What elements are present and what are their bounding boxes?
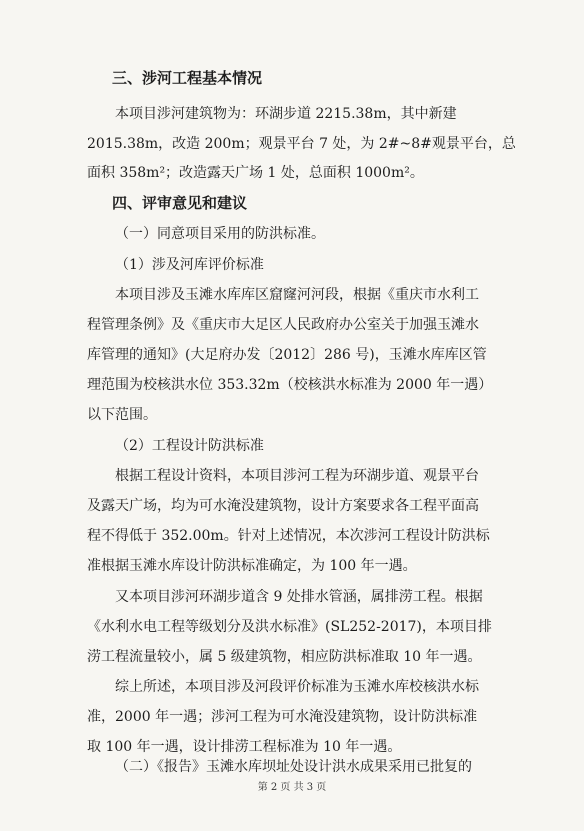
subsection-heading: （1）涉及河库评价标准 — [115, 257, 264, 273]
paragraph-line: 准根据玉滩水库设计防洪标准确定，为 100 年一遇。 — [87, 558, 417, 574]
paragraph-line: 面积 358m²；改造露天广场 1 处，总面积 1000m²。 — [87, 165, 424, 181]
paragraph-line: 及露天广场，均为可水淹没建筑物，设计方案要求各工程平面高 — [87, 498, 479, 514]
paragraph-line: 2015.38m，改造 200m；观景平台 7 处，为 2#~8#观景平台，总 — [87, 136, 516, 152]
paragraph-line: 以下范围。 — [87, 407, 157, 423]
section-heading: 三、涉河工程基本情况 — [112, 69, 263, 87]
paragraph-line: 涝工程流量较小，属 5 级建筑物，相应防洪标准取 10 年一遇。 — [87, 649, 482, 665]
paragraph-line: 准，2000 年一遇；涉河工程为可水淹没建筑物，设计防洪标准 — [87, 709, 478, 725]
paragraph-line: 程不得低于 352.00m。针对上述情况，本次涉河工程设计防洪标 — [87, 528, 490, 544]
section-heading: 四、评审意见和建议 — [112, 194, 248, 212]
paragraph-line: 理范围为校核洪水位 353.32m（校核洪水标准为 2000 年一遇） — [87, 377, 493, 393]
paragraph-line: 程管理条例》及《重庆市大足区人民政府办公室关于加强玉滩水 — [87, 317, 479, 333]
paragraph-line: 根据工程设计资料，本项目涉河工程为环湖步道、观景平台 — [115, 468, 479, 484]
paragraph-line: 本项目涉河建筑物为：环湖步道 2215.38m，其中新建 — [115, 106, 457, 122]
subsection-heading: （二）《报告》玉滩水库坝址处设计洪水成果采用已批复的 — [115, 759, 472, 775]
subsection-heading: （2）工程设计防洪标准 — [115, 438, 264, 454]
paragraph-line: 又本项目涉河环湖步道含 9 处排水管涵，属排涝工程。根据 — [115, 589, 483, 605]
subsection-heading: （一）同意项目采用的防洪标准。 — [115, 226, 325, 242]
paragraph-line: 《水利水电工程等级划分及洪水标准》(SL252-2017)，本项目排 — [87, 619, 492, 635]
paragraph-line: 库管理的通知》(大足府办发〔2012〕286 号)，玉滩水库库区管 — [87, 347, 487, 363]
paragraph-line: 取 100 年一遇，设计排涝工程标准为 10 年一遇。 — [87, 739, 402, 755]
paragraph-line: 综上所述，本项目涉及河段评价标准为玉滩水库校核洪水标 — [115, 679, 479, 695]
page-number-footer: 第 2 页 共 3 页 — [257, 782, 327, 793]
paragraph-line: 本项目涉及玉滩水库库区窟窿河河段，根据《重庆市水利工 — [115, 287, 479, 303]
